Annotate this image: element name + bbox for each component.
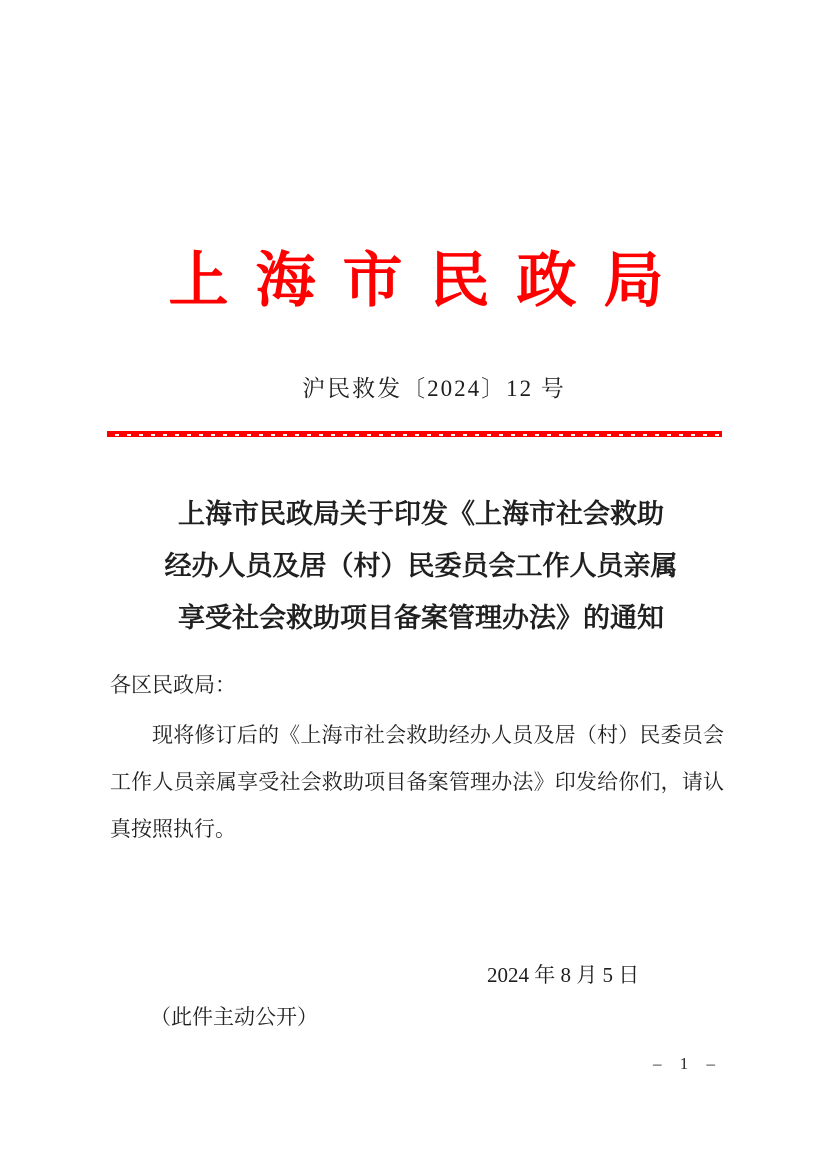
document-date: 2024 年 8 月 5 日 [487, 963, 640, 987]
body-paragraph: 现将修订后的《上海市社会救助经办人员及居（村）民委员会工作人员亲属享受社会救助项目备案管理办法》印发给你们，请认真按照执行。 [110, 723, 724, 841]
red-divider-line [107, 431, 722, 437]
document-title [104, 488, 722, 644]
page-number: – 1 – [653, 1054, 722, 1073]
document-title-line-3: 享受社会救助项目备案管理办法》的通知 [178, 603, 664, 633]
doc-reference-number: 沪民救发〔2024〕12 号 [302, 376, 566, 401]
document-title-line-1: 上海市民政局关于印发《上海市社会救助 [178, 499, 664, 529]
document-title-line-2: 经办人员及居（村）民委员会工作人员亲属 [164, 551, 678, 581]
agency-masthead: 上海市民政局 [168, 248, 691, 314]
disclosure-note: （此件主动公开） [150, 1005, 318, 1029]
salutation: 各区民政局： [110, 673, 236, 697]
